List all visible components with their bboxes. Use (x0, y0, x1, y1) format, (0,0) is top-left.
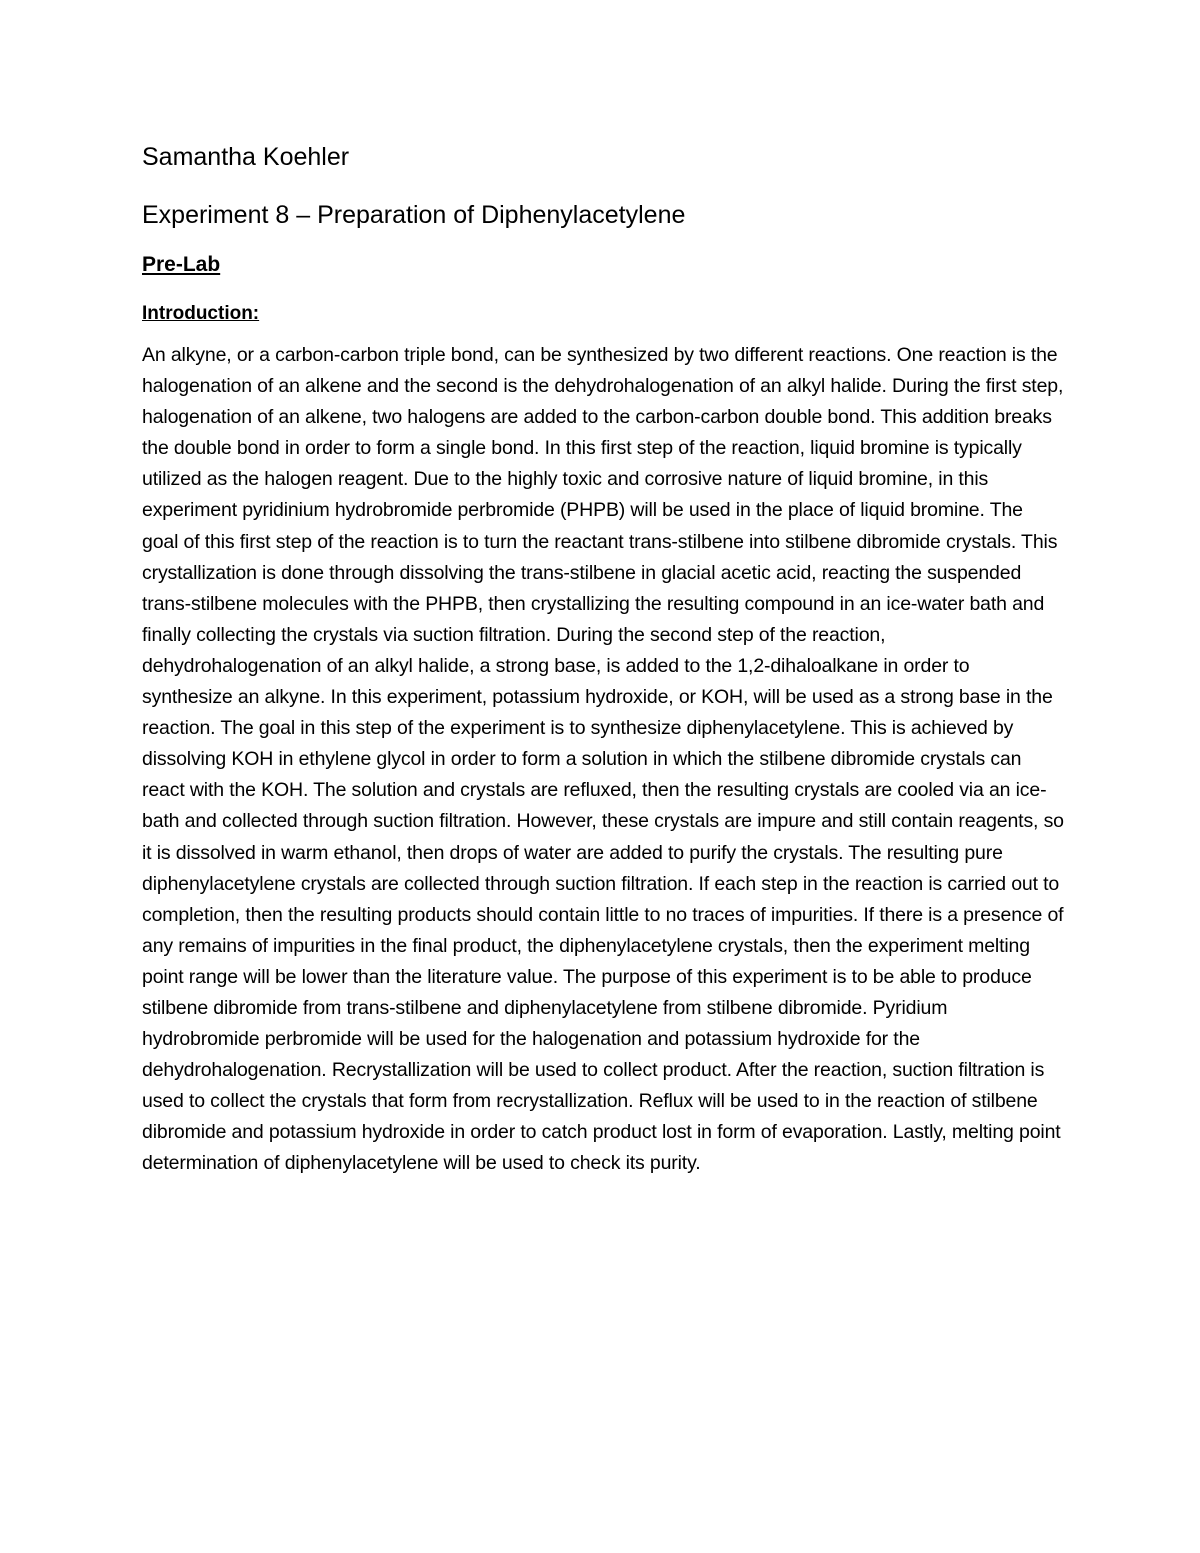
document-title: Experiment 8 – Preparation of Diphenylacetylene (142, 201, 686, 229)
document-page (142, 140, 1064, 1180)
subsection-heading-introduction: Introduction: (142, 303, 260, 324)
author-name: Samantha Koehler (142, 143, 350, 171)
section-heading-pre-lab: Pre-Lab (142, 253, 221, 276)
introduction-paragraph: An alkyne, or a carbon-carbon triple bond, can be synthesized by two different reactions. One reaction is the halogenation of an alkene and the second is the dehydrohalogenation of an alkyl halide. During the first step, halogenation of an alkene, two halogens are added to the carbon-carbon double bond. This addition breaks the double bond in order to form a single bond. In this first step of the reaction, liquid bromine is typically utilized as the halogen reagent. Due to the highly toxic and corrosive nature of liquid bromine, in this experiment pyridinium hydrobromide perbromide (PHPB) will be used in the place of liquid bromine. The goal of this first step of the reaction is to turn the reactant trans-stilbene into stilbene dibromide crystals. This crystallization is done through dissolving the trans-stilbene in glacial acetic acid, reacting the suspended trans-stilbene molecules with the PHPB, then crystallizing the resulting compound in an ice-water bath and finally collecting the crystals via suction filtration. During the second step of the reaction, dehydrohalogenation of an alkyl halide, a strong base, is added to the 1,2-dihaloalkane in order to synthesize an alkyne. In this experiment, potassium hydroxide, or KOH, will be used as a strong base in the reaction. The goal in this step of the experiment is to synthesize diphenylacetylene. This is achieved by dissolving KOH in ethylene glycol in order to form a solution in which the stilbene dibromide crystals can react with the KOH. The solution and crystals are refluxed, then the resulting crystals are cooled via an ice-bath and collected through suction filtration. However, these crystals are impure and still contain reagents, so it is dissolved in warm ethanol, then drops of water are added to purify the crystals. The resulting pure diphenylacetylene crystals are collected through suction filtration. If each step in the reaction is carried out to completion, then the resulting products should contain little to no traces of impurities. If there is a presence of any remains of impurities in the final product, the diphenylacetylene crystals, then the experiment melting point range will be lower than the literature value. The purpose of this experiment is to be able to produce stilbene dibromide from trans-stilbene and diphenylacetylene from stilbene dibromide. Pyridium hydrobromide perbromide will be used for the halogenation and potassium hydroxide for the dehydrohalogenation. Recrystallization will be used to collect product. After the reaction, suction filtration is used to collect the crystals that form from recrystallization. Reflux will be used to in the reaction of stilbene dibromide and potassium hydroxide in order to catch product lost in form of evaporation. Lastly, melting point determination of diphenylacetylene will be used to check its purity. (142, 344, 1064, 1175)
